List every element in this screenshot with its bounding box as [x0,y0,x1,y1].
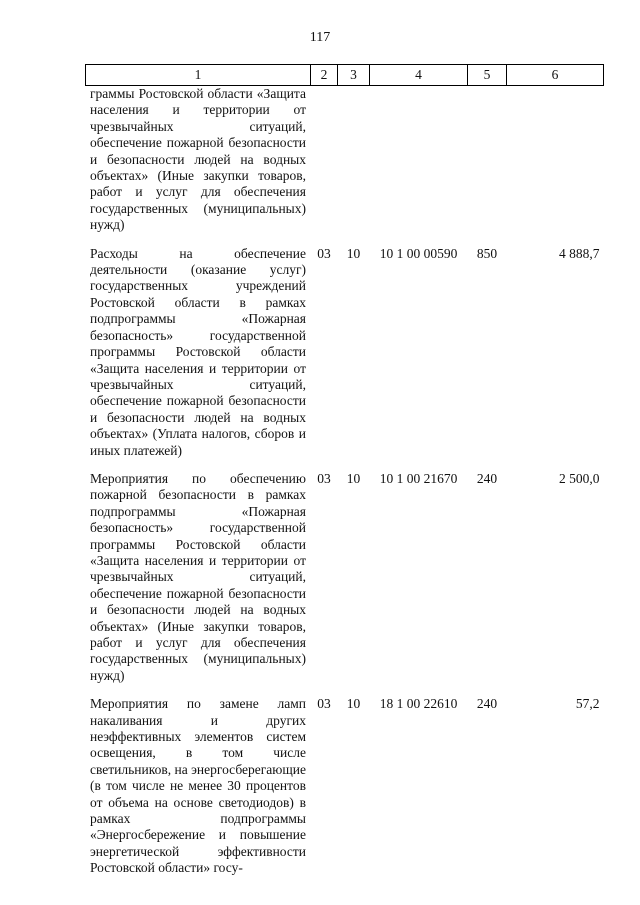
column-header: 4 [370,65,468,86]
row-subsection: 10 [346,470,361,486]
row-amount [507,86,604,234]
column-header: 3 [338,65,370,86]
row-expense-type: 240 [476,696,498,712]
header-row [86,65,604,86]
row-target-code: 10 1 00 21670 [379,470,458,486]
row-expense-type: 240 [476,470,498,486]
table-row [86,684,604,876]
row-section: 03 [317,470,331,486]
row-expense-type: 850 [476,245,498,261]
row-amount: 57,2 [575,696,600,712]
table-row [86,459,604,684]
row-description: Мероприятия по обеспечению пожарной безопасности в рамках подпрограммы «Пожарная безопасность» государственной программы Ростовской области «Защита населения и территории от чрезвычайных ситуаций, обеспечение пожарной безопасности и безопасности людей на водных объектах» (Иные закупки товаров, работ и услуг для обеспечения государственных (муниципальных) нужд) [90,470,306,683]
row-amount: 4 888,7 [559,245,600,261]
column-header: 6 [507,65,604,86]
column-header: 2 [311,65,338,86]
page-number: 117 [309,30,331,45]
row-target-code [370,86,468,234]
row-section: 03 [317,245,331,261]
row-amount: 2 500,0 [559,470,600,486]
row-subsection: 10 [346,696,361,712]
row-target-code: 10 1 00 00590 [379,245,458,261]
table-row [86,234,604,459]
row-subsection [338,86,370,234]
row-target-code: 18 1 00 22610 [379,696,458,712]
row-description: граммы Ростовской области «Защита населения и территории от чрезвычайных ситуаций, обеспечение пожарной безопасности и безопасности людей на водных объектах» (Иные закупки товаров, работ и услуг для обеспечения государственных (муниципальных) нужд) [90,86,306,233]
row-subsection: 10 [346,245,361,261]
row-section: 03 [317,696,331,712]
row-description: Расходы на обеспечение деятельности (оказание услуг) государственных учреждений Ростовской области в рамках подпрограммы «Пожарная безопасность» государственной программы Ростовской области «Защита населения и территории от чрезвычайных ситуаций, обеспечение пожарной безопасности и безопасности людей на водных объектах» (Уплата налогов, сборов и иных платежей) [90,245,306,458]
budget-table [85,64,604,877]
column-header: 5 [468,65,507,86]
column-header: 1 [86,65,311,86]
row-description: Мероприятия по замене ламп накаливания и других неэффективных элементов систем освещения, в том числе светильников, на энергосберегающие (в том числе не менее 30 процентов от объема на основе светодиодов) в рамках подпрограммы «Энергосбережение и повышение энергетической эффективности Ростовской области» госу- [90,696,306,876]
table-row [86,86,604,234]
row-expense-type [468,86,507,234]
row-section [311,86,338,234]
